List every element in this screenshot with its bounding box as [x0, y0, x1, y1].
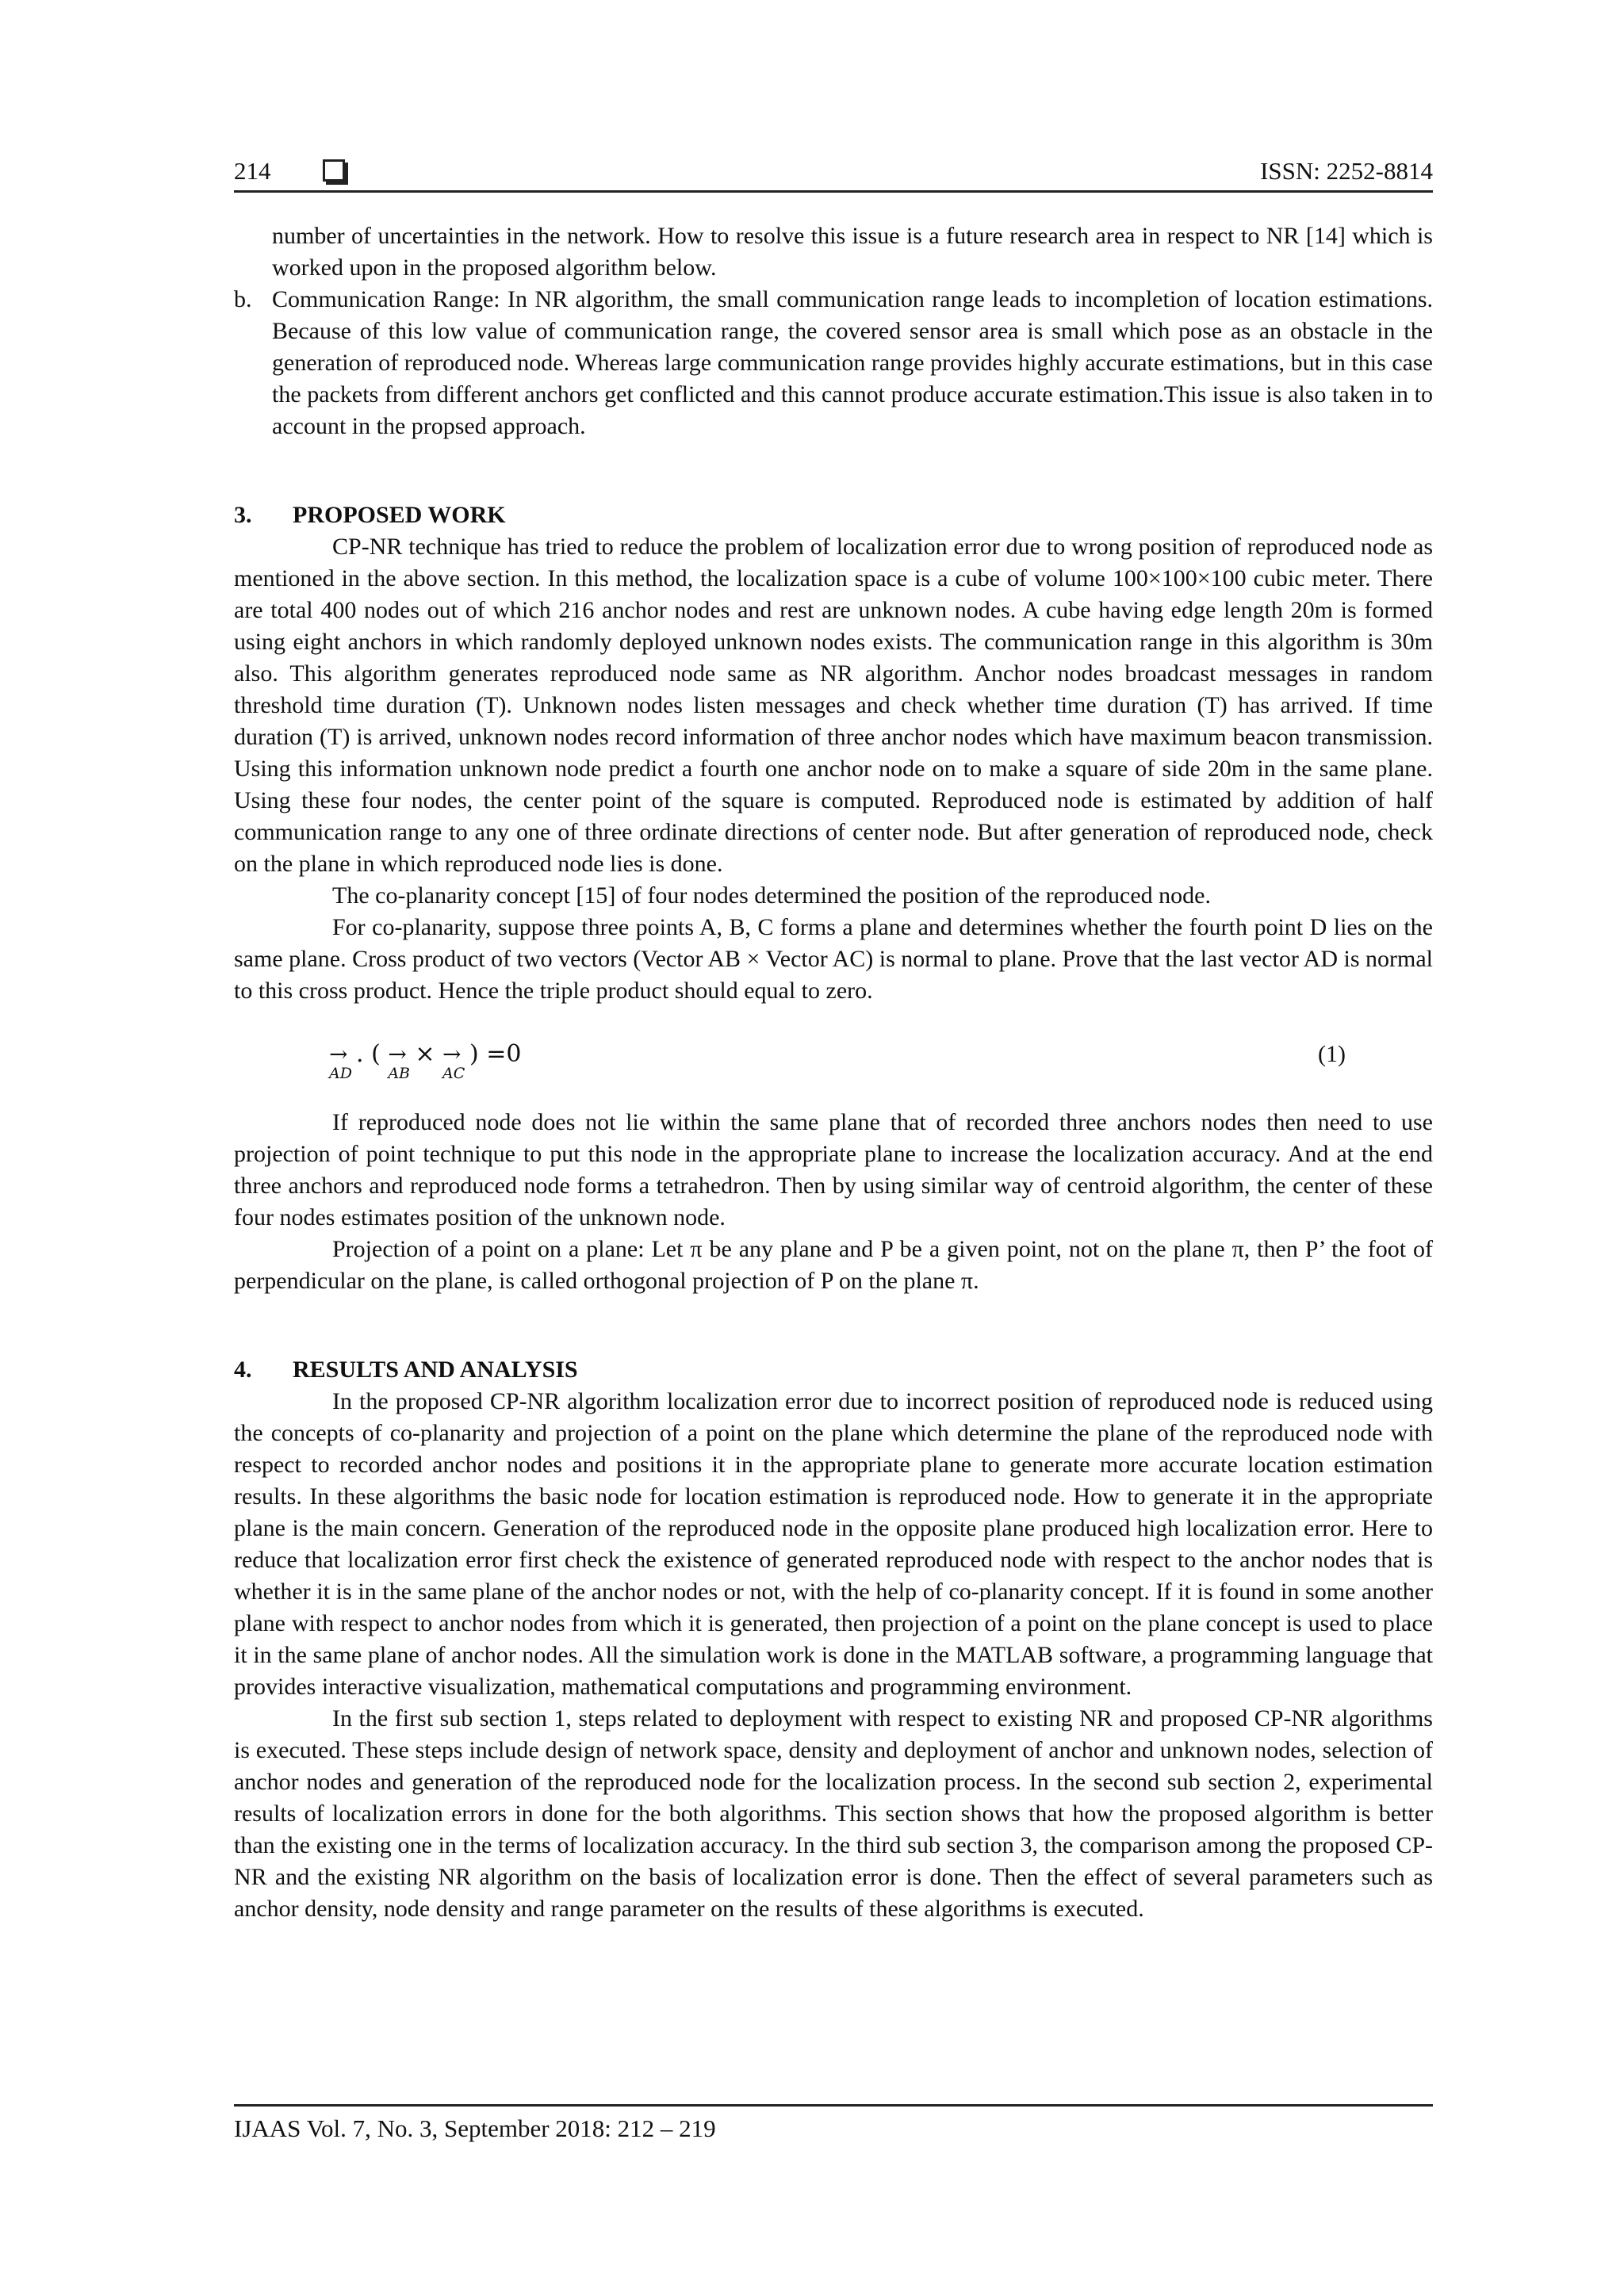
vector-subscript: AC: [442, 1065, 465, 1082]
vector-ab: [388, 1039, 415, 1082]
paragraph: For co-planarity, suppose three points A, B, C forms a plane and determines whether the fourth point D lies on the same plane. Cross product of two vectors (Vector AB × Vector AC) is normal to plane. Prove that the last vector AD is normal to this cross product. Hence the triple product should equal to zero.: [234, 914, 1433, 1004]
vector-arrow: →: [442, 1041, 462, 1067]
page-footer: [234, 2104, 1433, 2143]
section-number: 3.: [234, 502, 252, 528]
journal-citation: IJAAS Vol. 7, No. 3, September 2018: 212 – 219: [234, 2114, 716, 2142]
paragraph: CP-NR technique has tried to reduce the problem of localization error due to wrong position of reproduced node as mentioned in the above section. In this method, the localization space is a cube of volume 100×100×100 cubic meter. There are total 400 nodes out of which 216 anchor nodes and rest are unknown nodes. A cube having edge length 20m is formed using eight anchors in which randomly deployed unknown nodes exists. The communication range in this algorithm is 30m also. This algorithm generates reproduced node same as NR algorithm. Anchor nodes broadcast messages in random threshold time duration (T). Unknown nodes listen messages and check whether time duration (T) has arrived. If time duration (T) is arrived, unknown nodes record information of three anchor nodes which have maximum beacon transmission. Using this information unknown node predict a fourth one anchor node on to make a square of side 20m in the same plane. Using these four nodes, the center point of the square is computed. Reproduced node is estimated by addition of half communication range to any one of three ordinate directions of center node. But after generation of reproduced node, check on the plane in which reproduced node lies is done.: [234, 534, 1433, 877]
list-item-text: Communication Range: In NR algorithm, the small communication range leads to incompletion of location estimations. Because of this low value of communication range, the covered sensor area is small which pose as an obstacle in the generation of reproduced node. Whereas large communication range provides highly accurate estimations, but in this case the packets from different anchors get conflicted and this cannot produce accurate estimation.This issue is also taken in to account in the propsed approach.: [272, 286, 1433, 439]
equation-dot: . (: [356, 1040, 381, 1068]
section-heading-proposed-work: [234, 499, 1433, 531]
list-item-b: [234, 284, 1433, 442]
equation-1: [234, 1029, 1433, 1091]
paragraph: In the first sub section 1, steps related to deployment with respect to existing NR and proposed CP-NR algorithms is executed. These steps include design of network space, density and deployment of anchor and unknown nodes, selection of anchor nodes and generation of the reproduced node for the localization process. In the second sub section 2, experimental results of localization errors in done for the both algorithms. This section shows that how the proposed algorithm is better than the existing one in the terms of localization accuracy. In the third sub section 3, the comparison among the proposed CP-NR and the existing NR algorithm on the basis of localization error is done. Then the effect of several parameters such as anchor density, node density and range parameter on the results of these algorithms is executed.: [234, 1705, 1433, 1922]
vector-ad: [329, 1039, 356, 1082]
equation-cross: ×: [415, 1040, 435, 1068]
vector-ac: [442, 1039, 469, 1082]
section-title: RESULTS AND ANALYSIS: [293, 1357, 578, 1383]
vector-arrow: →: [329, 1041, 348, 1067]
equation-tail: ) =0: [469, 1040, 522, 1068]
paragraph: Projection of a point on a plane: Let π be any plane and P be a given point, not on the plane π, then P’ the foot of perpendicular on the plane, is called orthogonal projection of P on the plane π.: [234, 1236, 1433, 1294]
paragraph: The co-planarity concept [15] of four nodes determined the position of the reproduced node.: [332, 882, 1211, 909]
section-title: PROPOSED WORK: [293, 502, 506, 528]
page-header: [234, 152, 1433, 193]
list-item-a-continuation: number of uncertainties in the network. How to resolve this issue is a future research area in respect to NR [14] which is worked upon in the proposed algorithm below.: [272, 223, 1433, 281]
vector-arrow: →: [388, 1041, 407, 1067]
issn-label: ISSN: 2252-8814: [1260, 157, 1433, 185]
vector-subscript: AD: [329, 1065, 352, 1082]
list-marker: b.: [234, 286, 252, 312]
paragraph: In the proposed CP-NR algorithm localization error due to incorrect position of reproduced node is reduced using the concepts of co-planarity and projection of a point on the plane which determine the plane of the reproduced node with respect to recorded anchor nodes and positions it in the appropriate plane to generate more accurate location estimation results. In these algorithms the basic node for location estimation is reproduced node. How to generate it in the appropriate plane is the main concern. Generation of the reproduced node in the opposite plane produced high localization error. Here to reduce that localization error first check the existence of generated reproduced node with respect to the anchor nodes that is whether it is in the same plane of the anchor nodes or not, with the help of co-planarity concept. If it is found in some another plane with respect to anchor nodes from which it is generated, then projection of a point on the plane concept is used to place it in the same plane of anchor nodes. All the simulation work is done in the MATLAB software, a programming language that provides interactive visualization, mathematical computations and programming environment.: [234, 1388, 1433, 1700]
page-number: 214: [234, 157, 271, 185]
checkbox-square-icon: [323, 159, 345, 182]
paragraph: If reproduced node does not lie within the same plane that of recorded three anchors nodes then need to use projection of point technique to put this node in the appropriate plane to increase the localization accuracy. And at the end three anchors and reproduced node forms a tetrahedron. Then by using similar way of centroid algorithm, the center of these four nodes estimates position of the unknown node.: [234, 1109, 1433, 1230]
vector-subscript: AB: [388, 1065, 411, 1082]
body-text: [234, 220, 1433, 1925]
equation-expression: [329, 1039, 522, 1082]
equation-number: (1): [1318, 1041, 1346, 1067]
section-heading-results-analysis: [234, 1354, 1433, 1386]
section-number: 4.: [234, 1357, 252, 1383]
